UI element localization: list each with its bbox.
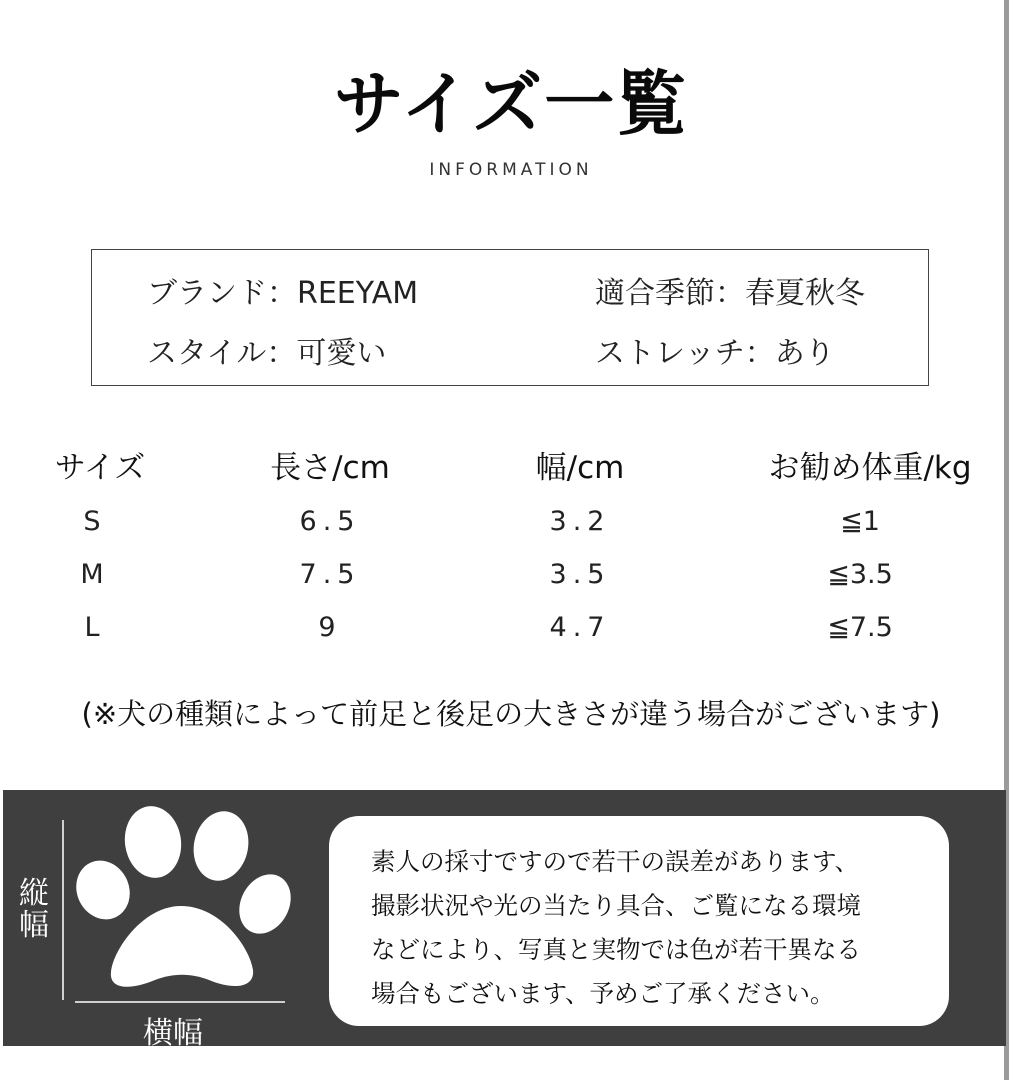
info-stretch-label: ストレッチ ：: [595, 336, 775, 371]
table-cell-length: 6.5: [299, 506, 361, 537]
horizontal-width-label: 横幅: [143, 1016, 203, 1051]
disclaimer-line: 撮影状況や光の当たり具合、ご覧になる環境: [371, 891, 861, 920]
table-cell-size: S: [83, 506, 107, 537]
table-cell-size: L: [84, 612, 106, 643]
disclaimer-line: 場合もございます、予めご了承ください。: [371, 979, 835, 1008]
vertical-width-label: 縦幅: [19, 876, 49, 943]
disclaimer-box: [329, 816, 949, 1026]
table-cell-weight: ≦7.5: [827, 612, 893, 643]
size-difference-note: (※犬の種類によって前足と後足の大きさが違う場合がございます): [81, 697, 941, 731]
info-style: [147, 328, 386, 372]
table-cell-weight: ≦1: [840, 506, 880, 537]
info-stretch: [595, 328, 835, 372]
paw-diagram: [3, 790, 313, 1051]
info-brand-value: REEYAM: [297, 276, 419, 311]
table-header-width: 幅/cm: [535, 450, 625, 486]
table-cell-weight: ≦3.5: [827, 559, 893, 590]
table-cell-width: 3.2: [549, 506, 611, 537]
table-header-size: サイズ: [54, 450, 146, 486]
info-style-value: 可愛い: [296, 336, 387, 371]
measurement-panel: [3, 790, 1006, 1051]
table-cell-size: M: [80, 559, 110, 590]
disclaimer-line: 素人の採寸ですので若干の誤差があります、: [371, 847, 860, 876]
table-cell-length: 9: [318, 612, 342, 643]
info-season-value: 春夏秋冬: [745, 276, 865, 311]
table-cell-length: 7.5: [299, 559, 361, 590]
table-cell-width: 4.7: [549, 612, 611, 643]
info-brand-label: ブランド ：: [147, 276, 297, 311]
disclaimer-line: などにより、写真と実物では色が若干異なる: [371, 935, 861, 964]
product-info-box: [91, 249, 929, 386]
info-brand: [147, 268, 418, 312]
table-header-weight: お勧め体重/kg: [768, 450, 972, 486]
info-season-label: 適合季節 ：: [595, 276, 745, 311]
info-style-label: スタイル ：: [147, 336, 296, 371]
info-season: [595, 268, 865, 312]
page-title: サイズ一覧: [333, 63, 689, 145]
page-subtitle: INFORMATION: [429, 160, 593, 180]
info-stretch-value: あり: [774, 336, 835, 371]
table-header-length: 長さ/cm: [270, 450, 390, 486]
table-cell-width: 3.5: [549, 559, 611, 590]
